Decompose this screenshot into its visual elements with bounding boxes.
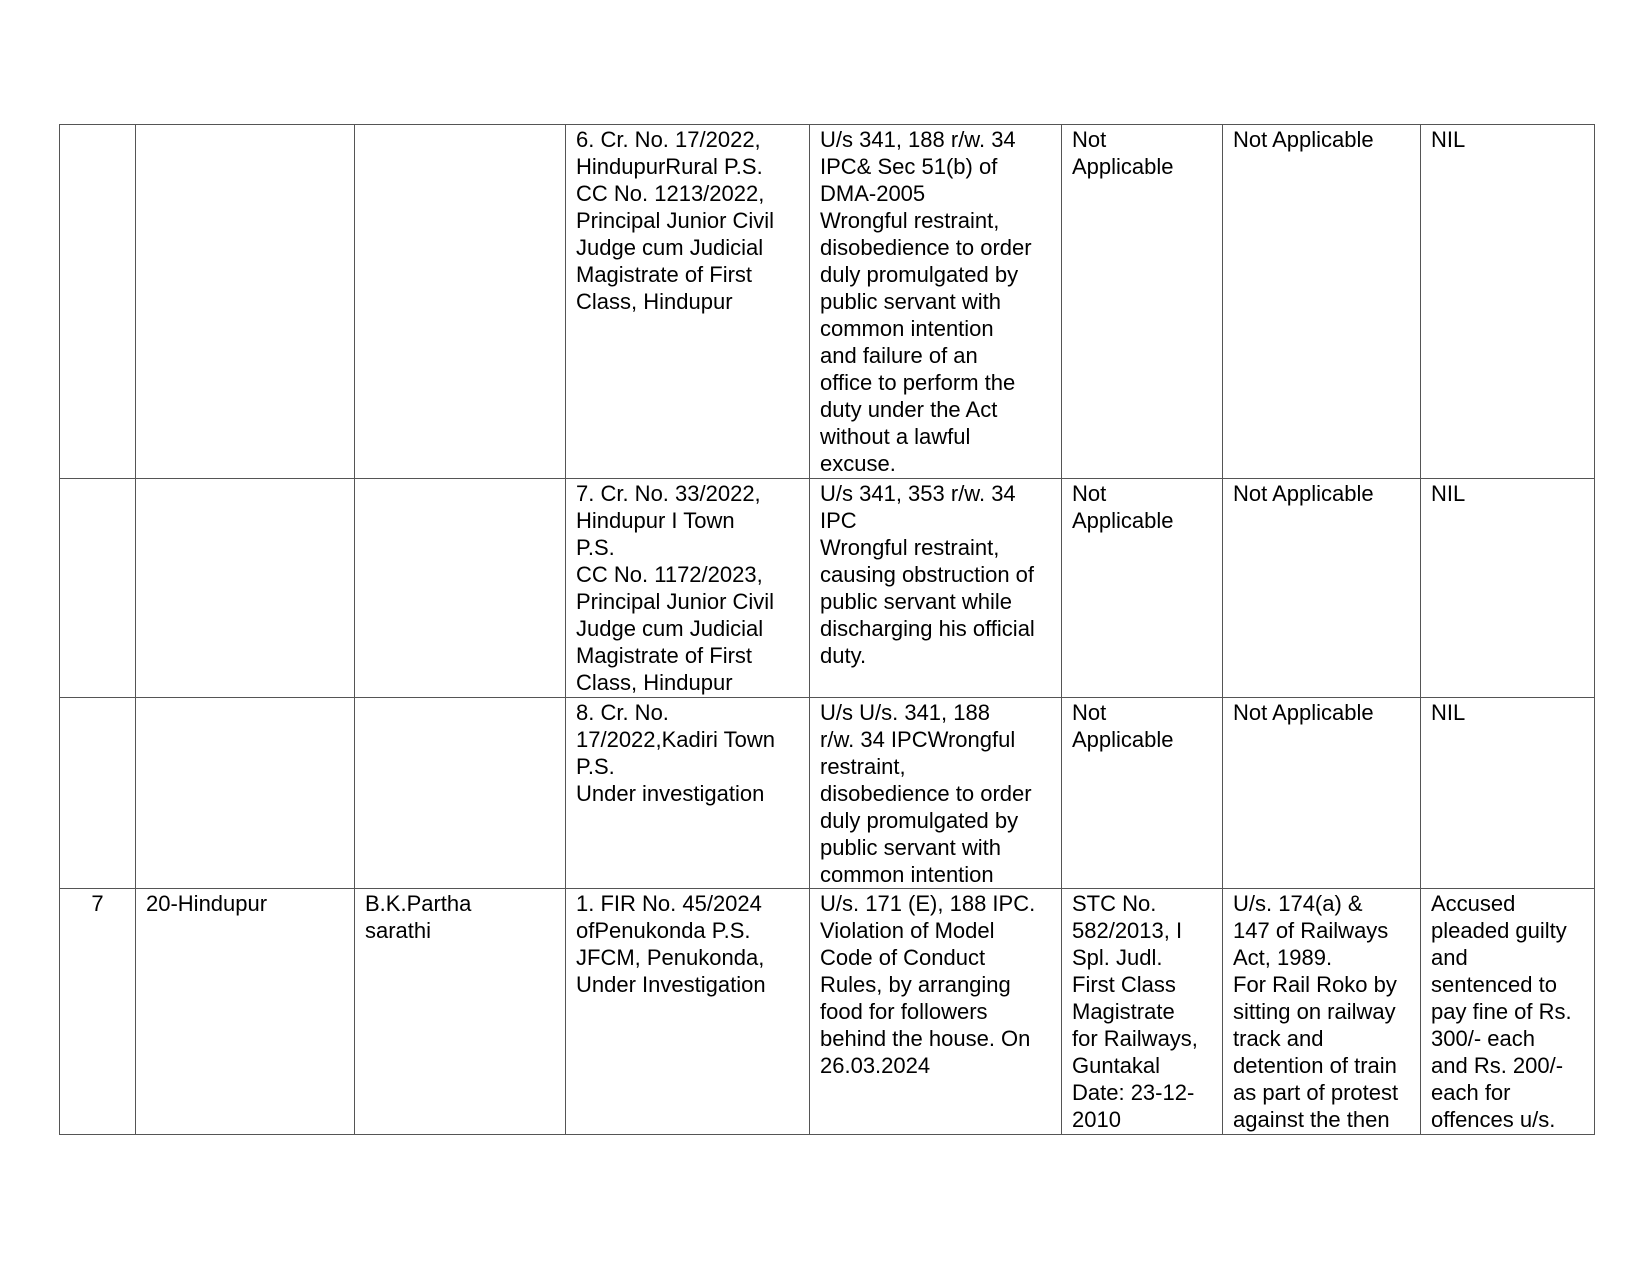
table-row <box>60 479 1595 698</box>
punishment-cell: Accused pleaded guilty and sentenced to pay fine of Rs. 300/- each and Rs. 200/- each for offences u/s. <box>1421 889 1595 1135</box>
serial-number-cell <box>60 698 136 889</box>
conviction-case-cell: Not Applicable <box>1062 698 1223 889</box>
case-details-cell: 8. Cr. No. 17/2022,Kadiri Town P.S. Under investigation <box>566 698 810 889</box>
conviction-case-cell: STC No. 582/2013, I Spl. Judl. First Class Magistrate for Railways, Guntakal Date: 23-12- 2010 <box>1062 889 1223 1135</box>
punishment-cell: NIL <box>1421 698 1595 889</box>
constituency-cell <box>136 125 355 479</box>
serial-number-cell <box>60 125 136 479</box>
serial-number-cell <box>60 479 136 698</box>
constituency-cell <box>136 479 355 698</box>
punishment-cell: NIL <box>1421 125 1595 479</box>
conviction-sections-cell: Not Applicable <box>1223 698 1421 889</box>
punishment-cell: NIL <box>1421 479 1595 698</box>
cases-table <box>59 124 1595 1135</box>
case-details-cell: 6. Cr. No. 17/2022, HindupurRural P.S. CC No. 1213/2022, Principal Junior Civil Judge cum Judicial Magistrate of First Class, Hindupur <box>566 125 810 479</box>
table-row <box>60 698 1595 889</box>
constituency-cell: 20-Hindupur <box>136 889 355 1135</box>
case-details-cell: 7. Cr. No. 33/2022, Hindupur I Town P.S. CC No. 1172/2023, Principal Junior Civil Judge cum Judicial Magistrate of First Class, Hindupur <box>566 479 810 698</box>
serial-number-cell: 7 <box>60 889 136 1135</box>
candidate-name-cell <box>355 479 566 698</box>
conviction-case-cell: Not Applicable <box>1062 479 1223 698</box>
sections-cell: U/s U/s. 341, 188 r/w. 34 IPCWrongful restraint, disobedience to order duly promulgated by public servant with common intention <box>810 698 1062 889</box>
conviction-sections-cell: Not Applicable <box>1223 125 1421 479</box>
conviction-sections-cell: U/s. 174(a) & 147 of Railways Act, 1989. For Rail Roko by sitting on railway track and detention of train as part of protest against the then <box>1223 889 1421 1135</box>
case-details-cell: 1. FIR No. 45/2024 ofPenukonda P.S. JFCM, Penukonda, Under Investigation <box>566 889 810 1135</box>
sections-cell: U/s 341, 353 r/w. 34 IPC Wrongful restraint, causing obstruction of public servant while discharging his official duty. <box>810 479 1062 698</box>
conviction-case-cell: Not Applicable <box>1062 125 1223 479</box>
sections-cell: U/s. 171 (E), 188 IPC. Violation of Model Code of Conduct Rules, by arranging food for followers behind the house. On 26.03.2024 <box>810 889 1062 1135</box>
candidate-name-cell: B.K.Partha sarathi <box>355 889 566 1135</box>
conviction-sections-cell: Not Applicable <box>1223 479 1421 698</box>
table-row <box>60 889 1595 1135</box>
table-row <box>60 125 1595 479</box>
candidate-name-cell <box>355 698 566 889</box>
sections-cell: U/s 341, 188 r/w. 34 IPC& Sec 51(b) of DMA-2005 Wrongful restraint, disobedience to order duly promulgated by public servant with common intention and failure of an office to perform the duty under the Act without a lawful excuse. <box>810 125 1062 479</box>
candidate-name-cell <box>355 125 566 479</box>
constituency-cell <box>136 698 355 889</box>
